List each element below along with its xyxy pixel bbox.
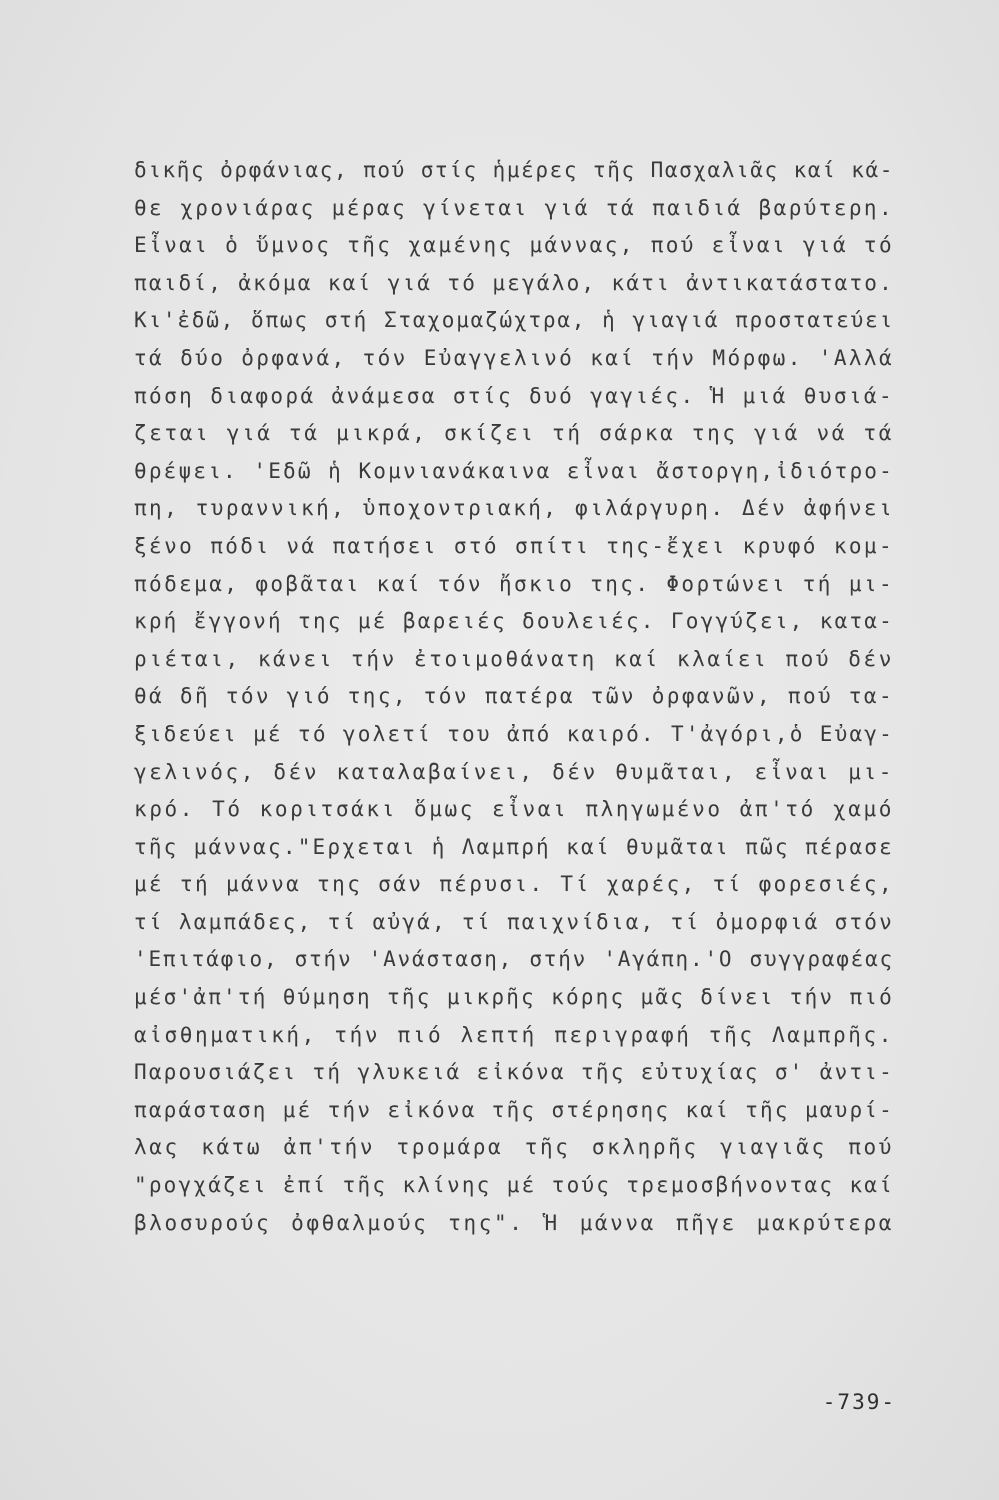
text-line: παιδί, ἀκόμα καί γιά τό μεγάλο, κάτι ἀντικατάστατο. bbox=[134, 270, 894, 295]
text-line: κρή ἔγγονή της μέ βαρειές δουλειές. Γογγύζει, κατα- bbox=[134, 609, 894, 634]
text-line: δικῆς ὀρφάνιας, πού στίς ἡμέρες τῆς Πασχαλιᾶς καί κά- bbox=[134, 158, 894, 182]
text-line: 'Επιτάφιο, στήν 'Ανάσταση, στήν 'Αγάπη.'Ο συγγραφέας bbox=[134, 947, 894, 972]
text-line: παράσταση μέ τήν εἰκόνα τῆς στέρησης καί τῆς μαυρί- bbox=[134, 1097, 894, 1122]
text-line: θρέψει. 'Εδῶ ἡ Κομνιανάκαινα εἶναι ἄστοργη,ἰδιότρο- bbox=[134, 458, 894, 483]
text-line: ξένο πόδι νά πατήσει στό σπίτι της-ἔχει κρυφό κομ- bbox=[134, 533, 894, 558]
text-line: Παρουσιάζει τή γλυκειά εἰκόνα τῆς εὐτυχίας σ' ἀντι- bbox=[134, 1060, 894, 1085]
text-line: πη, τυραννική, ὑποχοντριακή, φιλάργυρη. Δέν ἀφήνει bbox=[134, 496, 894, 521]
text-line: μέσ'ἀπ'τή θύμηση τῆς μικρῆς κόρης μᾶς δίνει τήν πιό bbox=[134, 985, 894, 1010]
text-line: κρό. Τό κοριτσάκι ὅμως εἶναι πληγωμένο ἀπ'τό χαμό bbox=[134, 797, 894, 822]
text-line: ριέται, κάνει τήν ἐτοιμοθάνατη καί κλαίει πού δέν bbox=[134, 646, 894, 671]
text-line: μέ τή μάννα της σάν πέρυσι. Τί χαρές, τί φορεσιές, bbox=[134, 872, 894, 897]
page-number: -739- bbox=[822, 1390, 896, 1414]
text-line: γελινός, δέν καταλαβαίνει, δέν θυμᾶται, εἶναι μι- bbox=[134, 759, 894, 784]
text-line: λας κάτω ἀπ'τήν τρομάρα τῆς σκληρῆς γιαγιᾶς πού bbox=[134, 1135, 894, 1160]
text-line: θά δῆ τόν γιό της, τόν πατέρα τῶν ὀρφανῶν, πού τα- bbox=[134, 684, 894, 709]
text-line: τῆς μάννας."Ερχεται ἡ Λαμπρή καί θυμᾶται πῶς πέρασε bbox=[134, 834, 894, 859]
text-line: πόση διαφορά ἀνάμεσα στίς δυό γαγιές. Ἡ μιά θυσιά- bbox=[134, 383, 894, 408]
text-line: Εἶναι ὁ ὕμνος τῆς χαμένης μάννας, πού εἶναι γιά τό bbox=[134, 233, 894, 258]
text-line: τί λαμπάδες, τί αὐγά, τί παιχνίδια, τί ὀμορφιά στόν bbox=[134, 909, 894, 934]
text-line: τά δύο ὀρφανά, τόν Εὐαγγελινό καί τήν Μόρφω. 'Αλλά bbox=[134, 345, 894, 370]
text-line: θε χρονιάρας μέρας γίνεται γιά τά παιδιά βαρύτερη. bbox=[134, 195, 894, 220]
text-line: ζεται γιά τά μικρά, σκίζει τή σάρκα της γιά νά τά bbox=[134, 421, 894, 446]
text-line: βλοσυρούς ὀφθαλμούς της". Ἡ μάννα πῆγε μακρύτερα bbox=[134, 1210, 894, 1235]
text-line: ξιδεύει μέ τό γολετί του ἀπό καιρό. Τ'ἀγόρι,ὁ Εὐαγ- bbox=[134, 721, 894, 746]
text-line: αἰσθηματική, τήν πιό λεπτή περιγραφή τῆς Λαμπρῆς. bbox=[134, 1022, 894, 1047]
text-line: Κι'ἐδῶ, ὅπως στή Σταχομαζώχτρα, ἡ γιαγιά προστατεύει bbox=[134, 308, 894, 333]
body-text bbox=[134, 152, 894, 1242]
text-line: "ρογχάζει ἐπί τῆς κλίνης μέ τούς τρεμοσβήνοντας καί bbox=[134, 1173, 894, 1198]
text-line: πόδεμα, φοβᾶται καί τόν ἤσκιο της. Φορτώνει τή μι- bbox=[134, 571, 894, 596]
